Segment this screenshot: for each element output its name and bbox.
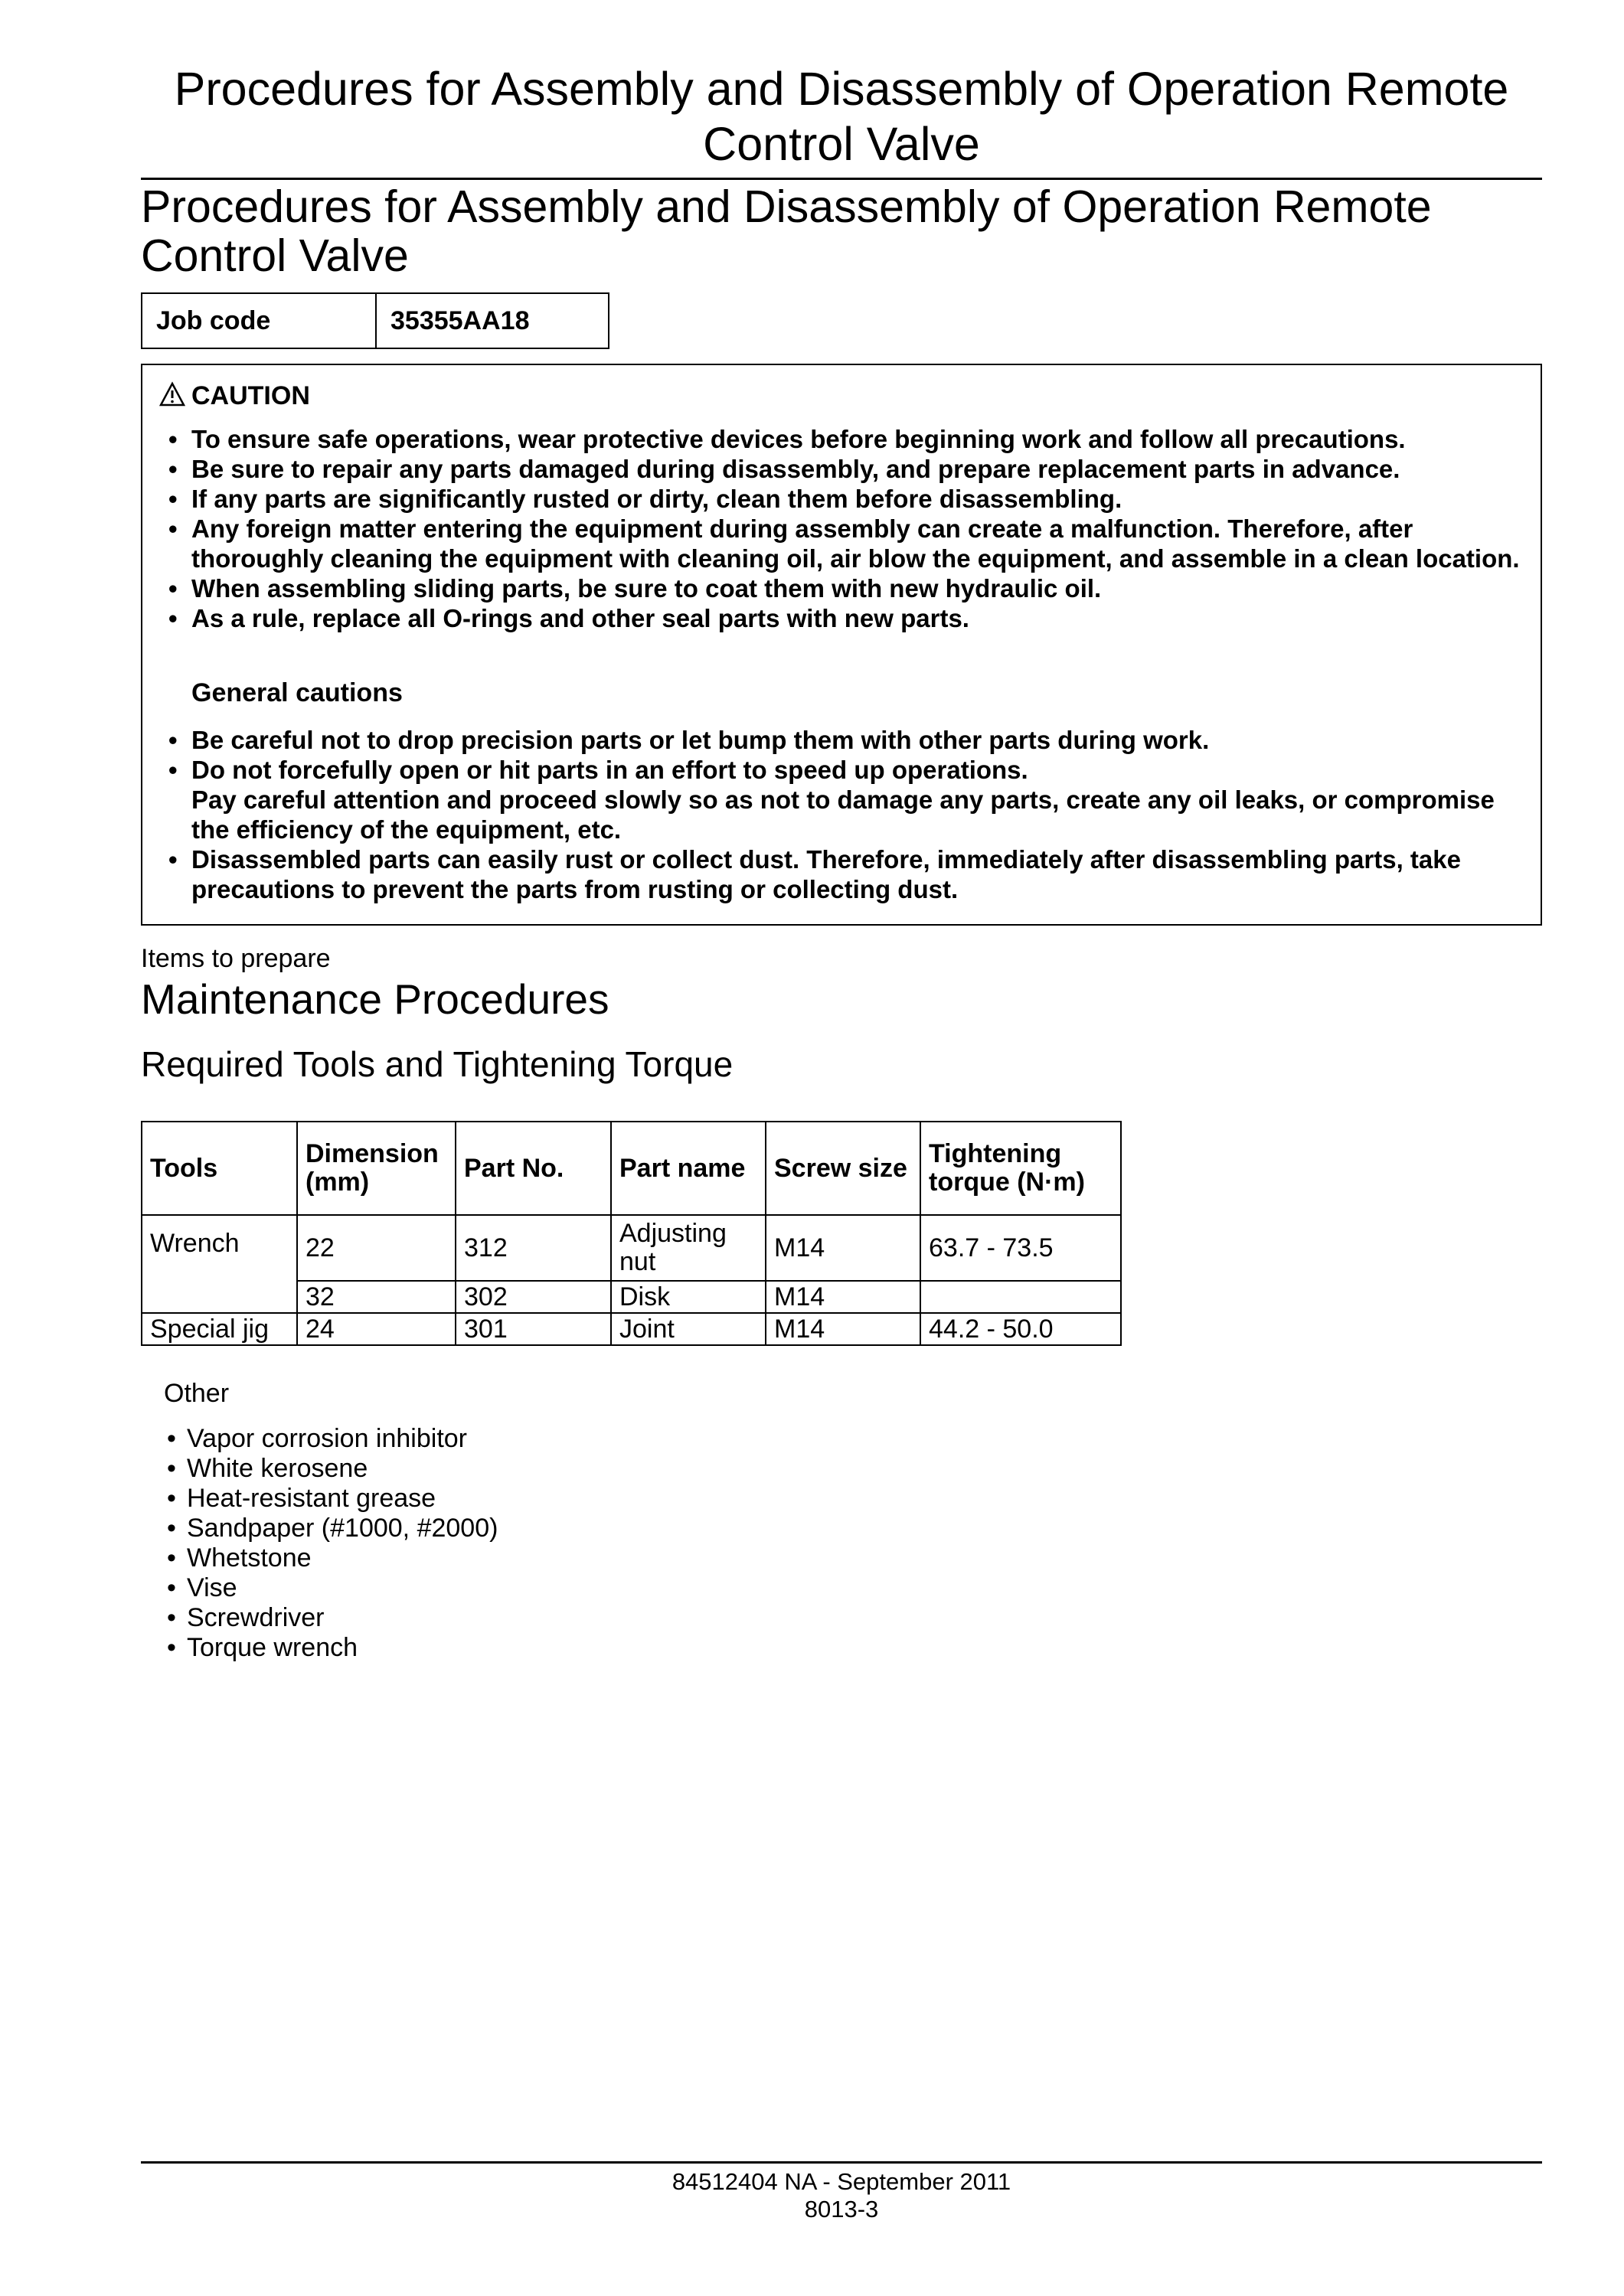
table-cell: 32 [297, 1281, 456, 1313]
general-cautions-heading: General cautions [191, 678, 403, 707]
list-item: • Whetstone [187, 1543, 498, 1573]
warning-triangle-icon [159, 381, 185, 407]
caution-item: • Any foreign matter entering the equipment during assembly can create a malfunction. Therefore, after thoroughly cleaning the equipment with cleaning oil, air blow the equipment, and assemble in a clean location. [191, 514, 1524, 573]
caution-item: • To ensure safe operations, wear protective devices before beginning work and follow all precautions. [191, 424, 1524, 454]
table-cell: M14 [766, 1313, 920, 1345]
general-caution-continuation: Pay careful attention and proceed slowly so as not to damage any parts, create any oil leaks, or compromise the efficiency of the equipment, etc. [191, 785, 1495, 844]
footer-rule [141, 2161, 1542, 2164]
table-cell: 22 [297, 1215, 456, 1281]
table-row [142, 1215, 1121, 1281]
list-item: • White kerosene [187, 1454, 498, 1484]
page-title-text: Procedures for Assembly and Disassembly of Operation Remote Control Valve [174, 63, 1509, 170]
general-caution-item: • Be careful not to drop precision parts or let bump them with other parts during work. [191, 725, 1524, 755]
table-cell: 302 [456, 1281, 611, 1313]
list-item: • Heat-resistant grease [187, 1484, 498, 1514]
caution-item: • If any parts are significantly rusted or dirty, clean them before disassembling. [191, 484, 1524, 514]
general-cautions-list [191, 725, 1524, 904]
maintenance-heading: Maintenance Procedures [141, 975, 609, 1023]
column-header: Part No. [456, 1122, 611, 1215]
caution-item: • When assembling sliding parts, be sure to coat them with new hydraulic oil. [191, 573, 1524, 603]
table-cell: 312 [456, 1215, 611, 1281]
column-header: Tightening torque (N·m) [920, 1122, 1121, 1215]
table-cell: Special jig [142, 1313, 297, 1345]
caution-list [191, 424, 1524, 633]
other-heading: Other [164, 1379, 230, 1408]
column-header: Tools [142, 1122, 297, 1215]
column-header: Screw size [766, 1122, 920, 1215]
table-row [142, 1313, 1121, 1345]
general-caution-item [191, 755, 1524, 844]
caution-box [141, 364, 1542, 926]
tools-table [141, 1121, 1122, 1346]
list-item: • Screwdriver [187, 1603, 498, 1633]
table-cell: 63.7 - 73.5 [920, 1215, 1121, 1281]
page-title [141, 61, 1542, 171]
job-code-label: Job code [142, 293, 376, 348]
general-caution-item: • Disassembled parts can easily rust or collect dust. Therefore, immediately after disassembling parts, take precautions to prevent the parts from rusting or collecting dust. [191, 844, 1524, 904]
caution-heading [159, 380, 310, 411]
caution-item: • As a rule, replace all O-rings and other seal parts with new parts. [191, 603, 1524, 633]
list-item: • Sandpaper (#1000, #2000) [187, 1514, 498, 1543]
caution-item: • Be sure to repair any parts damaged during disassembly, and prepare replacement parts in advance. [191, 454, 1524, 484]
table-header-row [142, 1122, 1121, 1215]
footer-doc-id: 84512404 NA - September 2011 [671, 2168, 1011, 2195]
section-title: Procedures for Assembly and Disassembly of Operation Remote Control Valve [141, 181, 1432, 281]
table-cell: Wrench [142, 1215, 297, 1313]
job-code-value: 35355AA18 [376, 293, 609, 348]
table-cell: 301 [456, 1313, 611, 1345]
job-code-table [141, 292, 609, 349]
column-header: Dimension (mm) [297, 1122, 456, 1215]
table-cell: 44.2 - 50.0 [920, 1313, 1121, 1345]
table-cell: Disk [611, 1281, 766, 1313]
list-item: • Torque wrench [187, 1633, 498, 1663]
general-caution-text: Do not forcefully open or hit parts in an effort to speed up operations. [191, 756, 1028, 784]
table-cell: Adjusting nut [611, 1215, 766, 1281]
table-cell [920, 1281, 1121, 1313]
title-rule [141, 178, 1542, 180]
footer-page-number: 8013-3 [804, 2196, 879, 2223]
table-cell: M14 [766, 1281, 920, 1313]
list-item: • Vise [187, 1573, 498, 1603]
list-item: • Vapor corrosion inhibitor [187, 1424, 498, 1454]
caution-heading-text: CAUTION [191, 381, 310, 410]
table-cell: 24 [297, 1313, 456, 1345]
table-cell: M14 [766, 1215, 920, 1281]
column-header: Part name [611, 1122, 766, 1215]
items-to-prepare-label: Items to prepare [141, 944, 331, 973]
table-cell: Joint [611, 1313, 766, 1345]
page-footer [141, 2168, 1542, 2223]
required-tools-heading: Required Tools and Tightening Torque [141, 1044, 734, 1084]
other-items-list [187, 1424, 498, 1663]
